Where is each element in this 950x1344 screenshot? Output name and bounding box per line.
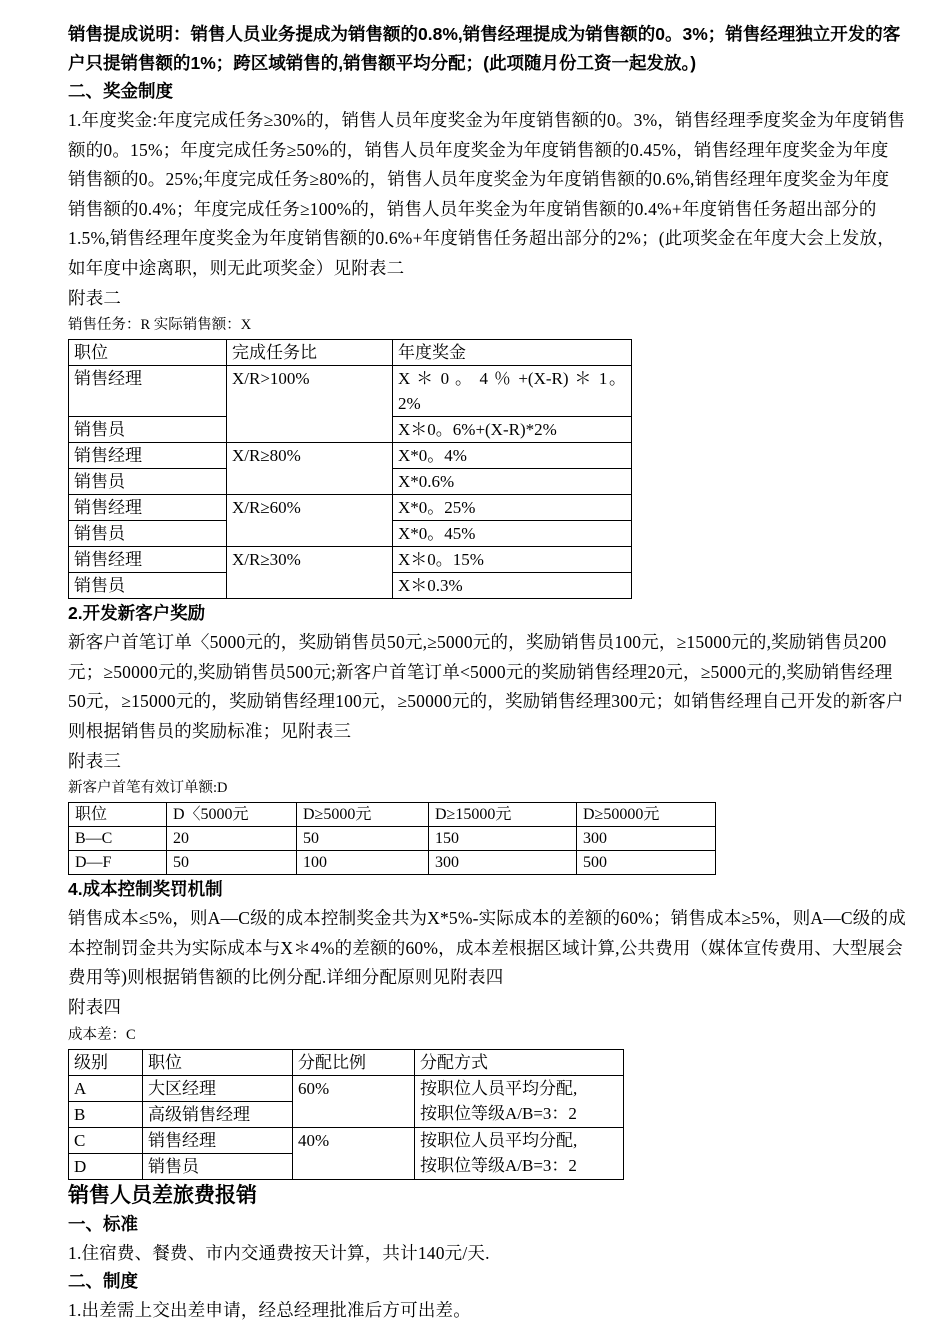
ratio-cell: X/R≥30% — [227, 547, 393, 599]
header-cell: 职位 — [69, 340, 227, 366]
bonus-cell: X ＊ 0 。 4 ％ +(X-R) ＊ 1。2% — [393, 366, 632, 417]
standard-paragraph: 1.住宿费、餐费、市内交通费按天计算，共计140元/天. — [68, 1242, 490, 1263]
share-cell: 60% — [293, 1075, 415, 1127]
table-cell: 300 — [577, 827, 716, 851]
role-cell: 销售员 — [69, 469, 227, 495]
bonus-cell: X*0.6% — [393, 469, 632, 495]
role-cell: 销售员 — [69, 573, 227, 599]
standard-heading: 一、标准 — [68, 1214, 138, 1235]
commission-intro: 销售提成说明：销售人员业务提成为销售额的0.8%,销售经理提成为销售额的0。3%；销售经理独立开发的客户只提销售额的1%；跨区域销售的,销售额平均分配；(此项随月份工资一起发放。) — [68, 24, 901, 73]
cost-control-heading: 4.成本控制奖罚机制 — [68, 879, 223, 900]
header-cell: D〈5000元 — [167, 803, 297, 827]
method-line: 按职位等级A/B=3：2 — [420, 1155, 577, 1175]
role-cell: 销售经理 — [143, 1127, 293, 1153]
bonus-cell: X*0。4% — [393, 443, 632, 469]
table-header-row — [69, 1049, 624, 1075]
header-cell: 级别 — [69, 1049, 143, 1075]
header-cell: 年度奖金 — [393, 340, 632, 366]
method-line: 按职位等级A/B=3：2 — [420, 1103, 577, 1123]
cost-control-paragraph: 销售成本≤5%，则A—C级的成本控制奖金共为X*5%-实际成本的差额的60%；销售成本≥5%，则A—C级的成本控制罚金共为实际成本与X＊4%的差额的60%，成本差根据区域计算,公共费用（媒体宣传费用、大型展会费用等)则根据销售额的比例分配.详细分配原则见附表四 — [68, 908, 906, 988]
role-cell: 高级销售经理 — [143, 1101, 293, 1127]
table-cell: 20 — [167, 827, 297, 851]
table-cell: 150 — [429, 827, 577, 851]
table-row — [69, 827, 716, 851]
role-cell: 销售经理 — [69, 495, 227, 521]
table4-caption: 附表四 — [68, 996, 122, 1017]
role-cell: 销售员 — [143, 1153, 293, 1179]
level-cell: A — [69, 1075, 143, 1101]
table-row — [69, 495, 632, 521]
share-cell: 40% — [293, 1127, 415, 1179]
system-paragraph: 1.出差需上交出差申请，经总经理批准后方可出差。 — [68, 1300, 471, 1321]
annual-bonus-paragraph: 1.年度奖金:年度完成任务≥30%的，销售人员年度奖金为年度销售额的0。3%，销售经理季度奖金为年度销售额的0。15%；年度完成任务≥50%的，销售人员年度奖金为年度销售额的0.45%，销售经理年度奖金为年度销售额的0。25%;年度完成任务≥80%的，销售人员年度奖金为年度销售额的0.6%,销售经理年度奖金为年度销售额的0.4%；年度完成任务≥100%的，销售人员年奖金为年度销售额的0.4%+年度销售任务超出部分的1.5%,销售经理年度奖金为年度销售额的0.6%+年度销售任务超出部分的2%；(此项奖金在年度大会上发放，如年度中途离职，则无此项奖金）见附表二 — [68, 110, 906, 278]
ratio-cell: X/R>100% — [227, 366, 393, 443]
travel-expense-title: 销售人员差旅费报销 — [68, 1182, 257, 1207]
table-row — [69, 1075, 624, 1101]
role-cell: 销售经理 — [69, 366, 227, 417]
table-cell: B—C — [69, 827, 167, 851]
role-cell: 销售员 — [69, 521, 227, 547]
table-cell: 500 — [577, 851, 716, 875]
table-row — [69, 443, 632, 469]
role-cell: 大区经理 — [143, 1075, 293, 1101]
ratio-cell: X/R≥80% — [227, 443, 393, 495]
table4-note: 成本差：C — [68, 1026, 136, 1043]
table-row — [69, 547, 632, 573]
bonus-cell: X＊0。6%+(X-R)*2% — [393, 417, 632, 443]
header-cell: D≥15000元 — [429, 803, 577, 827]
level-cell: D — [69, 1153, 143, 1179]
table-header-row — [69, 340, 632, 366]
header-cell: 完成任务比 — [227, 340, 393, 366]
table-row — [69, 1127, 624, 1153]
method-cell — [415, 1127, 624, 1179]
cost-allocation-table — [68, 1049, 624, 1180]
header-cell: 分配比例 — [293, 1049, 415, 1075]
system-heading: 二、制度 — [68, 1272, 138, 1293]
annual-bonus-table — [68, 339, 632, 599]
bonus-cell: X＊0.3% — [393, 573, 632, 599]
table-cell: 100 — [297, 851, 429, 875]
header-cell: 职位 — [143, 1049, 293, 1075]
method-cell — [415, 1075, 624, 1127]
role-cell: 销售经理 — [69, 443, 227, 469]
bonus-cell: X＊0。15% — [393, 547, 632, 573]
header-cell: 职位 — [69, 803, 167, 827]
table-cell: 300 — [429, 851, 577, 875]
table-cell: 50 — [297, 827, 429, 851]
table-header-row — [69, 803, 716, 827]
table2-note: 销售任务：R 实际销售额：X — [68, 317, 252, 334]
level-cell: C — [69, 1127, 143, 1153]
new-customer-heading: 2.开发新客户奖励 — [68, 603, 206, 624]
table2-caption: 附表二 — [68, 287, 122, 308]
bonus-cell: X*0。45% — [393, 521, 632, 547]
bonus-cell: X*0。25% — [393, 495, 632, 521]
new-customer-paragraph: 新客户首笔订单〈5000元的，奖励销售员50元,≥5000元的，奖励销售员100元，≥15000元的,奖励销售员200元；≥50000元的,奖励销售员500元;新客户首笔订单<5000元的奖励销售经理20元，≥5000元的,奖励销售经理50元，≥15000元的，奖励销售经理100元，≥50000元的，奖励销售经理300元；如销售经理自己开发的新客户则根据销售员的奖励标准；见附表三 — [68, 632, 904, 741]
table-row — [69, 366, 632, 417]
level-cell: B — [69, 1101, 143, 1127]
header-cell: D≥50000元 — [577, 803, 716, 827]
header-cell: 分配方式 — [415, 1049, 624, 1075]
method-line: 按职位人员平均分配, — [420, 1078, 578, 1098]
table-row — [69, 851, 716, 875]
table-cell: D—F — [69, 851, 167, 875]
new-customer-table — [68, 802, 716, 875]
method-line: 按职位人员平均分配, — [420, 1130, 578, 1150]
header-cell: D≥5000元 — [297, 803, 429, 827]
table3-note: 新客户首笔有效订单额:D — [68, 780, 228, 797]
role-cell: 销售员 — [69, 417, 227, 443]
role-cell: 销售经理 — [69, 547, 227, 573]
table-cell: 50 — [167, 851, 297, 875]
bonus-heading: 二、奖金制度 — [68, 82, 173, 102]
ratio-cell: X/R≥60% — [227, 495, 393, 547]
table3-caption: 附表三 — [68, 750, 122, 771]
